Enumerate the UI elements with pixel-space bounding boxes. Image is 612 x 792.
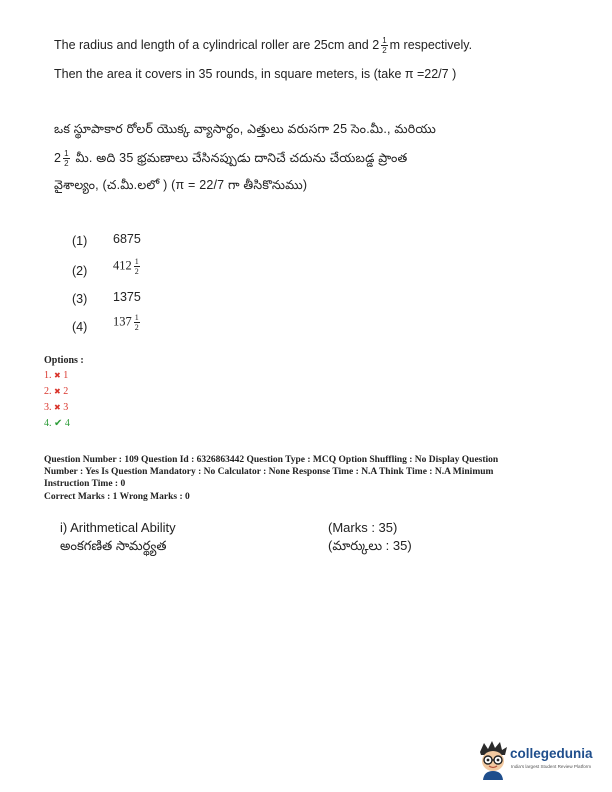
choice-number: (2)	[72, 264, 88, 278]
question-te-whole: 2	[54, 150, 62, 165]
question-te-line-2	[54, 149, 407, 169]
option-value: 2	[63, 386, 69, 397]
cross-icon: ✖	[54, 371, 61, 380]
meta-line: Number : Yes Is Question Mandatory : No Calculator : None Response Time : N.A Think Time : N.A Minimum	[44, 467, 494, 477]
fraction-denominator: 2	[134, 323, 139, 332]
option-index: 1.	[44, 370, 52, 381]
question-te-line-1: ఒక స్థూపాకార రోలర్ యొక్క వ్యాసార్థం, ఎత్తులు వరుసగా 25 సెం.మీ., మరియు	[54, 122, 436, 136]
option-item-2	[44, 386, 68, 397]
choice-2	[72, 262, 87, 280]
check-icon: ✔	[54, 418, 63, 429]
fraction-denominator: 2	[64, 159, 69, 168]
fraction-numerator: 1	[134, 257, 139, 266]
section-marks-en: (Marks : 35)	[328, 520, 398, 535]
section-title-te: అంకగణిత సామర్థ్యత	[60, 538, 167, 553]
cross-icon: ✖	[54, 387, 61, 396]
fraction	[134, 257, 140, 276]
option-index: 2.	[44, 386, 52, 397]
collegedunia-logo	[476, 740, 604, 780]
logo-brand: collegedunia	[510, 746, 593, 761]
option-item-1	[44, 370, 68, 381]
cross-icon: ✖	[54, 403, 61, 412]
option-item-3	[44, 402, 68, 413]
choice-1	[72, 232, 87, 250]
choice-4-value	[113, 313, 142, 332]
choice-number: (1)	[72, 234, 88, 248]
question-te-text: మీ. అది 35 భ్రమణాలు చేసినప్పుడు దానిచే చదును చేయబడ్డ ప్రాంత	[75, 150, 408, 165]
fraction-numerator: 1	[134, 313, 139, 322]
mascot-icon	[476, 740, 510, 780]
choice-3-value: 1375	[113, 290, 141, 304]
choice-number: (3)	[72, 292, 88, 306]
option-value: 1	[63, 370, 69, 381]
option-value: 3	[63, 402, 69, 413]
options-heading: Options :	[44, 355, 84, 366]
question-en-line-1	[54, 36, 472, 55]
meta-line: Question Number : 109 Question Id : 6326863442 Question Type : MCQ Option Shuffling : No Display Question	[44, 455, 499, 465]
meta-line: Correct Marks : 1 Wrong Marks : 0	[44, 492, 190, 502]
choice-1-value: 6875	[113, 232, 141, 246]
option-item-4	[44, 418, 70, 429]
question-en-text-end: m respectively.	[389, 37, 473, 52]
fraction-numerator: 1	[382, 36, 387, 45]
choice-4	[72, 318, 87, 336]
section-title-en: i) Arithmetical Ability	[60, 520, 176, 535]
section-marks-te: (మార్కులు : 35)	[328, 538, 412, 553]
fraction-denominator: 2	[134, 267, 139, 276]
choice-number: (4)	[72, 320, 88, 334]
question-meta	[44, 454, 564, 503]
fraction	[63, 149, 70, 168]
option-value: 4	[64, 418, 70, 429]
question-en-text: The radius and length of a cylindrical roller are 25cm and 2	[54, 37, 380, 52]
choice-3	[72, 290, 87, 308]
question-en-line-2: Then the area it covers in 35 rounds, in square meters, is (take π =22/7 )	[54, 67, 457, 81]
option-index: 3.	[44, 402, 52, 413]
choice-whole: 412	[113, 258, 132, 273]
choice-whole: 137	[113, 314, 132, 329]
fraction	[134, 313, 140, 332]
option-index: 4.	[44, 418, 52, 429]
meta-line: Instruction Time : 0	[44, 479, 126, 489]
fraction-denominator: 2	[382, 46, 387, 55]
logo-tagline: India's largest Student Review Platform	[511, 764, 592, 769]
fraction	[381, 36, 387, 55]
fraction-numerator: 1	[64, 149, 69, 158]
choice-2-value	[113, 257, 142, 276]
question-te-line-3: వైశాల్యం, (చ.మీ.లలో ) (π = 22/7 గా తీసికొనుము)	[54, 178, 308, 192]
